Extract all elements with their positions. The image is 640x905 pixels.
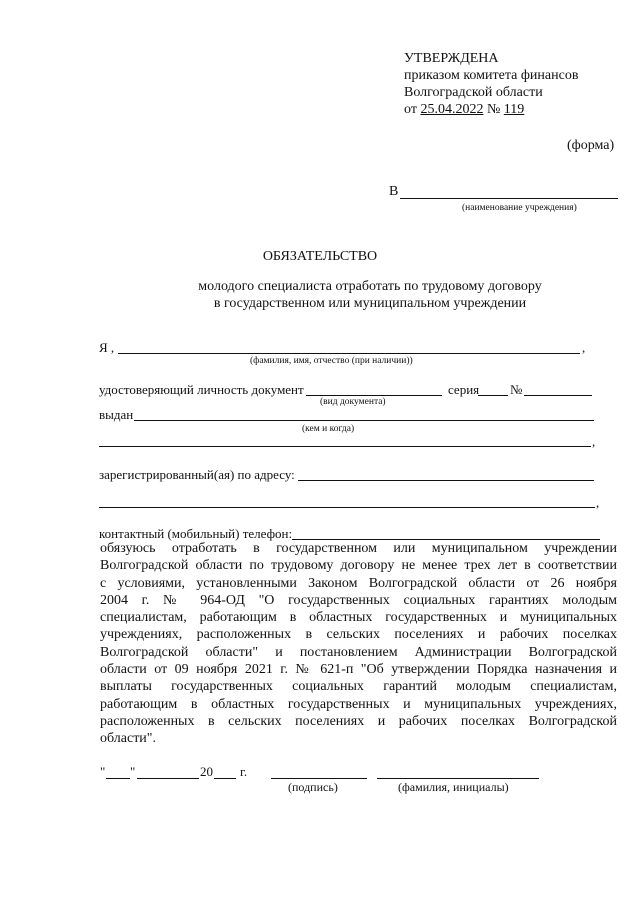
full-name-field[interactable]	[377, 778, 539, 779]
obligation-line-8: области от 09 ноября 2021 г. № 621-п "Об утверждении Порядка назначения и	[100, 662, 617, 678]
phone-label: контактный (мобильный) телефон:	[99, 526, 293, 541]
obligation-line-1: обязуюсь отработать в государственном или муниципальном учреждении	[100, 541, 617, 556]
document-subtitle-2: в государственном или муниципальном учреждении	[213, 296, 527, 311]
recipient-caption: (наименование учреждения)	[462, 203, 577, 213]
year-prefix: 20	[200, 764, 213, 779]
day-field[interactable]	[106, 778, 130, 779]
date-quote-close: "	[130, 764, 136, 779]
year-field[interactable]	[214, 778, 236, 779]
date-quote-open: "	[100, 764, 106, 779]
obligation-line-9: выплаты государственных социальных гарантий молодым специалистам,	[100, 679, 617, 695]
doc-caption: (вид документа)	[320, 397, 386, 407]
obligation-line-6: учреждениях, расположенных в сельских поселениях и рабочих поселках	[100, 627, 617, 643]
name-end-comma: ,	[582, 340, 586, 355]
doc-label: удостоверяющий личность документ	[99, 382, 304, 397]
obligation-line-7: Волгоградской области" и постановлением Администрации Волгоградской	[100, 644, 617, 660]
approval-line-2: Волгоградской области	[404, 85, 543, 100]
recipient-prefix: В	[389, 184, 399, 199]
obligation-line-4: 2004 г. № 964-ОД "О государственных социальных гарантиях молодым	[100, 592, 617, 608]
obligation-line-12: области".	[100, 731, 157, 747]
issued-caption: (кем и когда)	[302, 424, 355, 434]
signature-field[interactable]	[271, 778, 367, 779]
month-field[interactable]	[137, 778, 199, 779]
year-suffix: г.	[240, 764, 248, 779]
obligation-line-3: с условиями, установленными Законом Волгоградской области от 26 ноября	[100, 575, 617, 591]
approval-title: УТВЕРЖДЕНА	[404, 51, 499, 66]
series-field[interactable]	[478, 395, 508, 396]
issued-field[interactable]	[134, 420, 594, 421]
address-label: зарегистрированный(ая) по адресу:	[99, 467, 295, 482]
obligation-line-2: Волгоградской области по трудовому договору не менее трех лет в соответствии	[100, 558, 617, 574]
obligation-line-11: расположенных в сельских поселениях и рабочих поселках Волгоградской	[100, 713, 617, 729]
issued-end-comma: ,	[592, 434, 596, 449]
name-label: Я ,	[99, 340, 115, 355]
obligation-line-10: работающим в областных государственных и муниципальных учреждениях,	[100, 696, 617, 712]
signature-caption: (подпись)	[288, 780, 338, 794]
name-caption: (фамилия, имя, отчество (при наличии))	[250, 356, 413, 366]
address-field[interactable]	[298, 480, 594, 481]
form-label: (форма)	[567, 138, 615, 153]
issued-label: выдан	[99, 407, 134, 422]
series-label: серия	[448, 382, 480, 397]
document-subtitle-1: молодого специалиста отработать по трудовому договору	[198, 279, 542, 294]
approval-date: 25.04.2022	[420, 102, 484, 117]
number-label: №	[510, 382, 523, 397]
approval-date-line	[404, 102, 524, 118]
address-field-continued[interactable]	[99, 507, 595, 508]
approval-number-prefix: №	[483, 102, 504, 117]
obligation-line-5: специалистам, работающим в областных государственных и муниципальных	[100, 610, 617, 626]
doc-number-field[interactable]	[524, 395, 592, 396]
name-field[interactable]	[118, 353, 580, 354]
recipient-line[interactable]	[400, 198, 618, 199]
issued-field-continued[interactable]	[99, 446, 591, 447]
doc-type-field[interactable]	[306, 395, 442, 396]
full-name-caption: (фамилия, инициалы)	[398, 780, 509, 794]
document-title: ОБЯЗАТЕЛЬСТВО	[262, 249, 378, 264]
approval-line-1: приказом комитета финансов	[404, 68, 579, 83]
approval-number: 119	[503, 102, 525, 117]
address-end-comma: ,	[596, 495, 600, 510]
approval-date-prefix: от	[404, 102, 421, 117]
obligation-text	[100, 540, 617, 748]
